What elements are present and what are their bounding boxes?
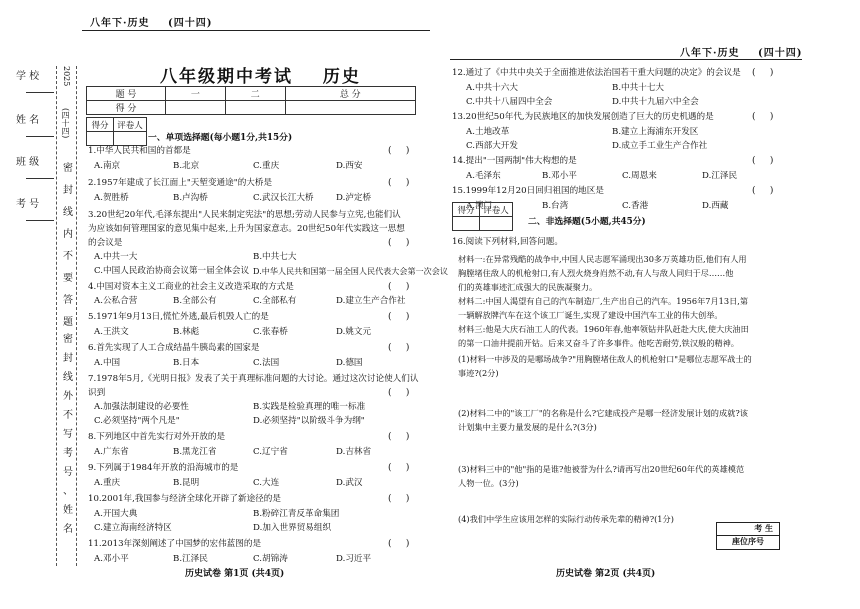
answer-bracket[interactable]: ( ) (388, 312, 410, 322)
option: A.中共一大 (94, 252, 138, 262)
seal-char: 内 (63, 229, 73, 240)
grader-cell[interactable] (453, 217, 480, 231)
answer-bracket[interactable]: ( ) (752, 112, 774, 122)
option: D.习近平 (336, 554, 372, 564)
answer-bracket[interactable]: ( ) (388, 343, 410, 353)
answer-bracket[interactable]: ( ) (388, 282, 410, 292)
answer-bracket[interactable]: ( ) (388, 463, 410, 473)
material-line: 材料二:中国人渴望有自己的汽车制造厂,生产出自己的汽车。1956年7月13日,第 (458, 296, 749, 306)
left-page-header (90, 14, 212, 29)
question-stem: 9.下列属于1984年开放的沿海城市的是 (88, 463, 239, 473)
option: C.中国人民政治协商会议第一届全体会议 (94, 266, 250, 276)
option: B.卢沟桥 (173, 193, 208, 203)
right-header-rule (450, 59, 802, 60)
seal-char: 线 (63, 207, 73, 218)
answer-area-2[interactable] (458, 436, 788, 458)
grader-score-label: 得分 (453, 203, 480, 217)
field-class-label: 班 级 (16, 157, 40, 168)
option: A.加强法制建设的必要性 (94, 402, 189, 412)
option: A.公私合营 (94, 296, 138, 306)
answer-bracket[interactable]: ( ) (752, 68, 774, 78)
question-16-stem: 16.阅读下列材料,回答问题。 (452, 237, 563, 247)
sub-question-line: (4)我们中学生应该用怎样的实际行动传承先辈的精神?(1分) (458, 514, 674, 524)
option: A.贺胜桥 (94, 193, 129, 203)
material-line: 材料三:他是大庆石油工人的代表。1960年春,他率领钻井队赶赴大庆,使大庆油田 (458, 324, 749, 334)
question-stem: 10.2001年,我国参与经济全球化开辟了新途径的是 (88, 494, 281, 504)
sub-question-3 (458, 462, 798, 490)
option: D.武汉 (336, 478, 363, 488)
seal-char: 封 (63, 353, 73, 364)
option: C.建立海南经济特区 (94, 523, 172, 533)
seal-char: 不 (63, 251, 73, 262)
option: B.中共十七大 (612, 83, 665, 93)
page-footer-right: 历史试卷 第2页 (共4页) (556, 569, 656, 579)
option: C.张春桥 (253, 327, 288, 337)
question-stem: 的会议是 (88, 238, 123, 248)
answer-bracket[interactable]: ( ) (752, 186, 774, 196)
option: B.林彪 (173, 327, 200, 337)
option: A.南京 (94, 161, 121, 171)
question-stem: 13.20世纪50年代,为民族地区的加快发展创造了巨大的历史机遇的是 (452, 112, 714, 122)
seal-char: 封 (63, 185, 73, 196)
left-header-rule (82, 30, 430, 31)
grader-reviewer-label: 评卷人 (114, 118, 147, 132)
seal-char: 密 (63, 334, 73, 345)
option: A.澳门 (466, 201, 493, 211)
material-line: 一辆解放牌汽车在这个该工厂诞生,实现了建设中国汽车工业的伟大创举。 (458, 310, 723, 320)
option: C.辽宁省 (253, 447, 288, 457)
sub-question-1 (458, 352, 798, 380)
seat-number-box[interactable] (716, 522, 780, 550)
option: A.土地改革 (466, 127, 510, 137)
score-header: 总 分 (285, 87, 416, 101)
option: A.广东省 (94, 447, 129, 457)
field-school-label: 学 校 (16, 71, 40, 82)
sub-question-line: (1)材料一中涉及的是哪场战争?"用胸膛堵住敌人的机枪射口"是哪位志愿军战士的 (458, 354, 752, 364)
seat-box-label-1: 考 生 (717, 523, 779, 536)
seal-line-2 (76, 66, 77, 566)
question-stem: 7.1978年5月,《光明日报》发表了关于真理标准问题的大讨论。通过这次讨论使人们认 (88, 374, 419, 384)
grader-score-label: 得分 (87, 118, 114, 132)
grader-reviewer-label: 评卷人 (480, 203, 513, 217)
score-cell[interactable] (285, 101, 416, 115)
option: B.实践是检验真理的唯一标准 (253, 402, 366, 412)
option: B.建立上海浦东开发区 (612, 127, 699, 137)
option: D.中华人民共和国第一届全国人民代表大会第一次会议 (253, 266, 448, 276)
option: C.胡锦涛 (253, 554, 288, 564)
option: C.法国 (253, 358, 280, 368)
option: D.吉林省 (336, 447, 372, 457)
answer-bracket[interactable]: ( ) (388, 432, 410, 442)
option: C.武汉长江大桥 (253, 193, 314, 203)
option: D.西藏 (702, 201, 729, 211)
section1-title: 一、单项选择题(每小题1分,共15分) (148, 133, 293, 143)
option: A.邓小平 (94, 554, 129, 564)
answer-bracket[interactable]: ( ) (388, 178, 410, 188)
option: A.重庆 (94, 478, 121, 488)
field-name-label: 姓 名 (16, 115, 40, 126)
seal-char: 密 (63, 163, 73, 174)
seal-char: 答 (63, 295, 73, 306)
sub-question-2 (458, 406, 798, 434)
question-stem: 为应该如何管理国家的意见集中起来,上升为国家意志。20世纪50年代实践这一思想 (88, 224, 405, 234)
option: C.重庆 (253, 161, 280, 171)
option: B.北京 (173, 161, 200, 171)
score-table (86, 86, 416, 115)
option: A.毛泽东 (466, 171, 501, 181)
answer-area-4[interactable] (458, 528, 708, 546)
option: D.加入世界贸易组织 (253, 523, 332, 533)
sidebar-number: (四十四) (61, 108, 70, 139)
answer-area-3[interactable] (458, 492, 788, 510)
sub-question-line: 人物一位。(3分) (458, 478, 519, 488)
grader-cell[interactable] (480, 217, 513, 231)
question-stem: 6.首先实现了人工合成结晶牛胰岛素的国家是 (88, 343, 260, 353)
option: C.西部大开发 (466, 141, 518, 151)
material-line: 的第一口油井提前开钻。后来又奋斗了许多事件。他吃苦耐劳,铁汉般的精神。 (458, 338, 739, 348)
option: B.全部公有 (173, 296, 217, 306)
option: D.泸定桥 (336, 193, 372, 203)
sub-question-line: (3)材料三中的"他"指的是谁?他被誉为什么?请再写出20世纪60年代的英雄模范 (458, 464, 745, 474)
option: D.中共十九届六中全会 (612, 97, 699, 107)
question-stem: 12.通过了《中共中央关于全面推进依法治国若干重大问题的决定》的会议是 (452, 68, 741, 78)
score-row-label: 得 分 (87, 101, 166, 115)
seal-char: 不 (63, 410, 73, 421)
question-stem: 4.中国对资本主义工商业的社会主义改造采取的方式是 (88, 282, 294, 292)
score-cell[interactable] (225, 101, 285, 115)
seal-char: 、 (63, 486, 73, 497)
answer-bracket[interactable]: ( ) (388, 146, 410, 156)
seal-text-outer (62, 330, 74, 539)
question-stem: 15.1999年12月20日回归祖国的地区是 (452, 186, 604, 196)
grader-box-1 (86, 117, 147, 146)
score-cell[interactable] (166, 101, 226, 115)
question-stem: 1.中华人民共和国的首都是 (88, 146, 191, 156)
option: C.必须坚持"两个凡是" (94, 416, 180, 426)
answer-bracket[interactable]: ( ) (752, 156, 774, 166)
sub-question-line: 事迹?(2分) (458, 368, 499, 378)
option: C.大连 (253, 478, 280, 488)
option: B.中共七大 (253, 252, 297, 262)
header-number: (四十四) (757, 48, 803, 59)
material-line: 材料一:在异常残酷的战争中,中国人民志愿军涌现出30多万英雄功臣,他们有人用 (458, 254, 747, 264)
question-stem: 11.2013年深刻阐述了中国梦的宏伟蓝图的是 (88, 539, 262, 549)
section2-title: 二、非选择题(5小题,共45分) (528, 217, 646, 227)
question-stem: 8.下列地区中首先实行对外开放的是 (88, 432, 226, 442)
right-page-header (680, 44, 802, 59)
option: B.昆明 (173, 478, 200, 488)
field-school-line[interactable] (26, 80, 54, 93)
question-stem: 2.1957年建成了长江面上"天堑变通途"的大桥是 (88, 178, 273, 188)
seal-char: 号 (63, 467, 73, 478)
option: A.开国大典 (94, 509, 138, 519)
option: B.黑龙江省 (173, 447, 217, 457)
option: A.王洪文 (94, 327, 129, 337)
field-class-line[interactable] (26, 166, 54, 179)
seal-char: 名 (63, 524, 73, 535)
header-subject: 八年下·历史 (680, 48, 740, 59)
reading-materials (458, 252, 798, 350)
score-header: 一 (166, 87, 226, 101)
option: C.周恩来 (622, 171, 657, 181)
seal-line-1 (56, 66, 57, 566)
option: B.邓小平 (542, 171, 577, 181)
option: B.日本 (173, 358, 200, 368)
seal-char: 考 (63, 448, 73, 459)
question-stem: 5.1971年9月13日,慌忙外逃,最后机毁人亡的是 (88, 312, 269, 322)
option: A.中共十六大 (466, 83, 518, 93)
answer-bracket[interactable]: ( ) (388, 494, 410, 504)
question-stem: 3.20世纪20年代,毛泽东提出"人民来制定宪法"的思想;劳动人民参与立宪,也能们认 (88, 210, 401, 220)
option: D.江泽民 (702, 171, 738, 181)
seal-char: 线 (63, 372, 73, 383)
seal-char: 写 (63, 429, 73, 440)
field-name-line[interactable] (26, 124, 54, 137)
field-id-line[interactable] (26, 208, 54, 221)
grader-cell[interactable] (114, 132, 147, 146)
answer-area-1[interactable] (458, 382, 788, 404)
grader-box-2 (452, 202, 513, 231)
sub-question-line: 计划集中主要力量发展的是什么?(3分) (458, 422, 597, 432)
material-line: 们的英雄事迹汇成强大的民族凝聚力。 (458, 282, 598, 292)
seal-char: 要 (63, 273, 73, 284)
seal-char: 题 (63, 317, 73, 328)
option: C.全部私有 (253, 296, 297, 306)
option: B.台湾 (542, 201, 569, 211)
score-header: 二 (225, 87, 285, 101)
page-footer-left: 历史试卷 第1页 (共4页) (185, 569, 285, 579)
header-number: (四十四) (167, 18, 213, 29)
option: C.中共十八届四中全会 (466, 97, 553, 107)
option: D.成立手工业生产合作社 (612, 141, 708, 151)
exam-subject: 历史 (322, 67, 361, 87)
option: D.西安 (336, 161, 363, 171)
seal-char: 姓 (63, 505, 73, 516)
question-stem: 14.提出"一国两制"伟大构想的是 (452, 156, 577, 166)
option: D.必须坚持"以阶级斗争为纲" (253, 416, 365, 426)
option: D.建立生产合作社 (336, 296, 406, 306)
sub-question-line: (2)材料二中的"该工厂"的名称是什么?它建成投产是哪一经济发展计划的成就?该 (458, 408, 748, 418)
option: A.中国 (94, 358, 121, 368)
score-header: 题 号 (87, 87, 166, 101)
sidebar-year: 2025 (62, 66, 71, 87)
option: C.香港 (622, 201, 649, 211)
grader-cell[interactable] (87, 132, 114, 146)
seal-text-inner (62, 158, 74, 334)
answer-bracket[interactable]: ( ) (388, 388, 410, 398)
answer-bracket[interactable]: ( ) (388, 539, 410, 549)
option: B.江泽民 (173, 554, 208, 564)
option: B.粉碎江青反革命集团 (253, 509, 340, 519)
seat-box-label-2: 座位序号 (732, 536, 764, 546)
option: D.德国 (336, 358, 363, 368)
question-stem: 识到 (88, 388, 106, 398)
header-subject: 八年下·历史 (90, 18, 150, 29)
seal-char: 外 (63, 391, 73, 402)
material-line: 胸膛堵住敌人的机枪射口,有人烈火烧身岿然不动,有人与敌人同归于尽……他 (458, 268, 734, 278)
exam-title-text: 八年级期中考试 (160, 67, 293, 87)
option: D.姚文元 (336, 327, 372, 337)
exam-title (160, 62, 361, 87)
field-id-label: 考 号 (16, 199, 40, 210)
answer-bracket[interactable]: ( ) (388, 238, 410, 248)
